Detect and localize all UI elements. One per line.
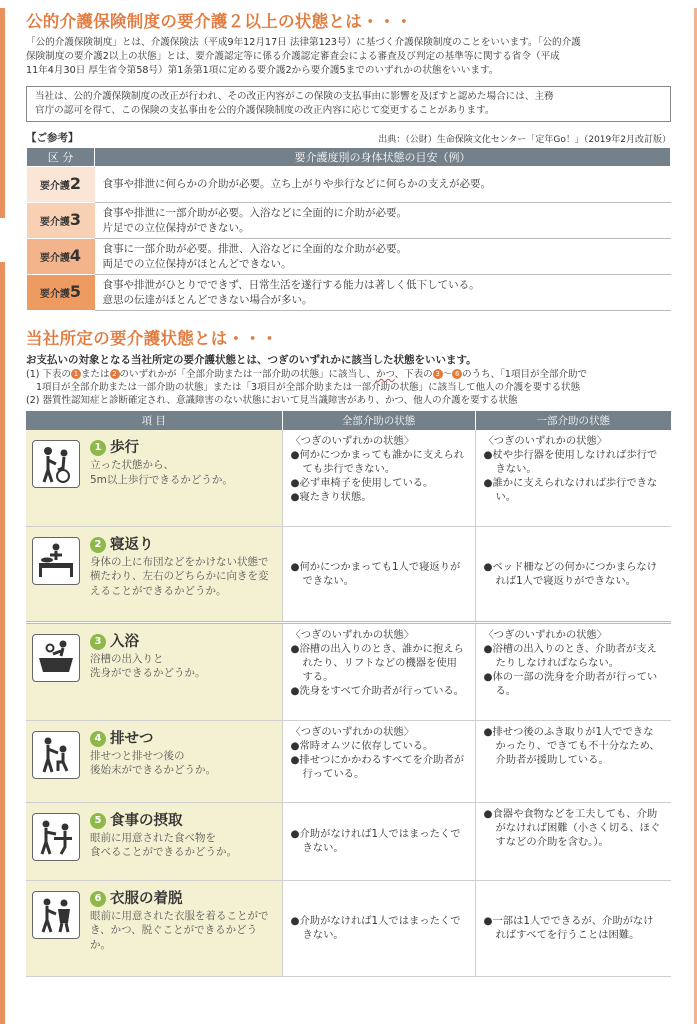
level-number: 4 xyxy=(69,245,82,265)
bullet: ●必ず車椅子を使用している。 xyxy=(290,477,434,489)
bullet: ●排せつにかかわるすべてを介助者が行っている。 xyxy=(290,753,465,780)
sub-heading: 〈つぎのいずれかの状態〉 xyxy=(290,435,415,447)
left-accent-bar-top xyxy=(0,8,5,218)
care-level-cell xyxy=(27,167,95,203)
desc-line: 食事や排泄がひとりでできず、日常生活を遂行する能力は著しく低下している。 xyxy=(102,278,480,291)
item-title: 衣服の着脱 xyxy=(110,890,183,907)
care-level-row xyxy=(27,239,671,275)
full-assist-cell xyxy=(282,622,475,720)
condition-1-line2: 1項目が全部介助または一部介助の状態」または「3項目が全部介助または一部介助の状態」に該当して他人の介護を要する状態 xyxy=(36,382,581,393)
note-box xyxy=(26,86,671,122)
reference-row xyxy=(26,131,671,145)
item-desc: 排せつと排せつ後の xyxy=(90,749,185,762)
desc-line: 意思の伝達がほとんどできない場合が多い。 xyxy=(102,293,313,306)
care-state-table xyxy=(26,411,671,977)
note-line: 当社は、公的介護保険制度の改正が行われ、その改正内容がこの保険の支払事由に影響を及ぼすと認めた場合には、主務 xyxy=(35,91,554,102)
item-cell xyxy=(26,720,282,802)
item-title: 歩行 xyxy=(110,440,139,456)
care-level-cell xyxy=(27,203,95,239)
item-desc: 後始末ができるかどうか。 xyxy=(90,764,216,776)
item-number: 4 xyxy=(90,731,106,747)
table-row xyxy=(26,802,671,880)
desc-line: 両足での立位保持がほとんどできない。 xyxy=(102,257,292,270)
bullet: ●体の一部の洗身を介助者が行っている。 xyxy=(483,670,658,697)
desc-line: 食事や排泄に一部介助が必要。入浴などに全面的に介助が必要。 xyxy=(102,206,407,219)
item-desc: 5m以上歩行できるかどうか。 xyxy=(90,473,233,486)
bullet: ●ベッド柵などの何かにつかまらなければ1人で寝返りができない。 xyxy=(483,560,658,587)
item-title: 排せつ xyxy=(110,730,154,747)
full-assist-cell xyxy=(282,880,475,976)
desc-line: 片足での立位保持ができない。 xyxy=(102,221,250,234)
item-cell xyxy=(26,802,282,880)
note-line: 官庁の認可を得て、この保険の支払事由を公的介護保険制度の改正内容に応じて変更することがあります。 xyxy=(35,105,495,116)
item-title: 入浴 xyxy=(110,633,139,650)
full-assist-cell xyxy=(282,526,475,622)
condition-1-line1 xyxy=(26,368,671,381)
header-category: 区 分 xyxy=(27,148,95,167)
bullet: ●排せつ後のふき取りが1人でできなかったり、できても不十分なため、介助者が援助している。 xyxy=(483,725,660,766)
header-item: 項 目 xyxy=(26,411,282,430)
level-prefix: 要介護 xyxy=(39,180,70,192)
cond-text: のいずれかが「全部介助または一部介助の状態」に該当し、 xyxy=(119,369,377,380)
bath-icon xyxy=(32,634,80,682)
care-level-row xyxy=(27,167,671,203)
care-level-cell xyxy=(27,239,95,275)
level-number: 5 xyxy=(69,281,82,301)
full-assist-cell xyxy=(282,720,475,802)
sub-heading: 〈つぎのいずれかの状態〉 xyxy=(290,725,415,738)
bullet: ●浴槽の出入りのとき、介助者が支えたりしなければならない。 xyxy=(483,642,657,669)
level-prefix: 要介護 xyxy=(39,216,70,228)
care-level-desc xyxy=(95,239,671,275)
item-cell xyxy=(26,430,282,526)
circled-number: 1 xyxy=(71,369,81,379)
item-desc: 眼前に用意された食べ物を xyxy=(90,831,216,844)
item-cell xyxy=(26,880,282,976)
para-line: 「公的介護保険制度」とは、介護保険法（平成9年12月17日 法律第123号）に基づく介護保険制度のことをいいます。「公的介護 xyxy=(26,37,581,48)
circled-number: 2 xyxy=(110,369,120,379)
header-partial-assist: 一部介助の状態 xyxy=(475,411,671,430)
item-number: 5 xyxy=(90,813,106,829)
bullet: ●介助がなければ1人ではまったくできない。 xyxy=(290,828,461,854)
table-row xyxy=(26,430,671,526)
full-assist-cell xyxy=(282,430,475,526)
dressing-icon xyxy=(32,891,80,939)
bullet: ●食器や食物などを工夫しても、介助がなければ困難（小さく切る、ほぐすなどの介助を含む。）。 xyxy=(483,807,661,848)
item-title: 食事の摂取 xyxy=(110,812,183,829)
bullet: ●何かにつかまっても1人で寝返りができない。 xyxy=(290,560,461,587)
item-number: 3 xyxy=(90,634,106,650)
bullet: ●寝たきり状態。 xyxy=(290,491,372,503)
partial-assist-cell xyxy=(475,880,671,976)
item-desc: 身体の上に布団などをかけない状態で横たわり、左右のどちらかに向きを変えることができるかどうか。 xyxy=(90,555,269,597)
section1-title: 公的介護保険制度の要介護２以上の状態とは・・・ xyxy=(26,12,413,31)
page xyxy=(26,8,671,977)
full-assist-cell xyxy=(282,802,475,880)
condition-1 xyxy=(26,368,671,394)
circled-number: 6 xyxy=(452,369,462,379)
cond-text: (1) 下表の xyxy=(26,369,71,380)
sub-heading: 〈つぎのいずれかの状態〉 xyxy=(290,628,415,641)
care-level-desc xyxy=(95,275,671,311)
bullet: ●誰かに支えられなければ歩行できない。 xyxy=(483,477,658,503)
bullet: ●常時オムツに依存している。 xyxy=(290,739,434,752)
toilet-icon xyxy=(32,731,80,779)
item-cell xyxy=(26,622,282,720)
section2-title: 当社所定の要介護状態とは・・・ xyxy=(26,329,278,348)
care-state-header xyxy=(26,411,671,430)
item-title: 寝返り xyxy=(110,536,154,553)
cond-text: 、下表の xyxy=(394,369,433,380)
item-desc: 眼前に用意された衣服を着ることができ、かつ、脱ぐことができるかどうか。 xyxy=(90,909,269,951)
bullet: ●何かにつかまっても誰かに支えられても歩行できない。 xyxy=(290,449,465,475)
table-row xyxy=(26,526,671,622)
rollover-icon xyxy=(32,537,80,585)
para-line: 11年4月30日 厚生省令第58号）第1条第1項に定める要介護2から要介護5までのいずれかの状態をいいます。 xyxy=(26,65,499,76)
partial-assist-cell xyxy=(475,720,671,802)
cond-text: のうち、「1項目が全部介助で xyxy=(462,369,587,380)
item-number: 6 xyxy=(90,891,106,907)
item-number: 2 xyxy=(90,537,106,553)
item-desc: 洗身ができるかどうか。 xyxy=(90,667,206,679)
bullet: ●一部は1人でできるが、介助がなければすべてを行うことは困難。 xyxy=(483,915,654,941)
item-desc: 食べることができるかどうか。 xyxy=(90,846,237,858)
meal-icon xyxy=(32,813,80,861)
para-line: 保険制度の要介護2以上の状態」とは、要介護認定等に係る介護認定審査会による審査及び判定の基準等に関する省令（平成 xyxy=(26,51,560,62)
care-level-cell xyxy=(27,275,95,311)
table-row xyxy=(26,622,671,720)
care-table-header xyxy=(27,148,671,167)
partial-assist-cell xyxy=(475,430,671,526)
condition-2: (2) 器質性認知症と診断確定され、意識障害のない状態において見当識障害があり、かつ、他人の介護を要する状態 xyxy=(26,395,518,406)
circled-number: 3 xyxy=(433,369,443,379)
item-desc: 浴槽の出入りと xyxy=(90,652,164,665)
care-level-row xyxy=(27,203,671,239)
item-cell xyxy=(26,526,282,622)
desc-line: 食事や排泄に何らかの介助が必要。立ち上がりや歩行などに何らかの支えが必要。 xyxy=(102,178,491,190)
item-desc: 立った状態から、 xyxy=(90,459,174,471)
table-row xyxy=(26,880,671,976)
section2-lead: お支払いの対象となる当社所定の要介護状態とは、つぎのいずれかに該当した状態をいいます。 xyxy=(26,354,477,366)
cond-underline: かつ xyxy=(376,369,395,380)
walk-assist-icon xyxy=(32,440,80,488)
reference-source: 出典：（公財）生命保険文化センター「定年Go！」（2019年2月改訂版） xyxy=(378,135,671,145)
section1-paragraph xyxy=(26,36,671,78)
level-prefix: 要介護 xyxy=(39,252,70,264)
cond-text: または xyxy=(80,369,110,380)
cond-text: ～ xyxy=(442,369,453,380)
item-number: 1 xyxy=(90,440,106,456)
bullet: ●浴槽の出入りのとき、誰かに抱えられたり、リフトなどの機器を使用する。 xyxy=(290,642,464,683)
care-level-desc xyxy=(95,167,671,203)
care-level-table xyxy=(26,147,671,311)
reference-label: 【ご参考】 xyxy=(26,132,79,144)
partial-assist-cell xyxy=(475,802,671,880)
table-row xyxy=(26,720,671,802)
care-level-row xyxy=(27,275,671,311)
bullet: ●洗身をすべて介助者が行っている。 xyxy=(290,684,465,697)
header-description: 要介護度別の身体状態の目安（例） xyxy=(95,148,671,167)
level-prefix: 要介護 xyxy=(39,288,70,300)
level-number: 3 xyxy=(69,209,82,229)
care-level-desc xyxy=(95,203,671,239)
partial-assist-cell xyxy=(475,526,671,622)
desc-line: 食事に一部介助が必要。排泄、入浴などに全面的な介助が必要。 xyxy=(102,242,407,255)
header-full-assist: 全部介助の状態 xyxy=(282,411,475,430)
sub-heading: 〈つぎのいずれかの状態〉 xyxy=(483,628,608,641)
partial-assist-cell xyxy=(475,622,671,720)
level-number: 2 xyxy=(69,173,82,193)
bullet: ●杖や歩行器を使用しなければ歩行できない。 xyxy=(483,449,658,475)
sub-heading: 〈つぎのいずれかの状態〉 xyxy=(483,435,608,447)
bullet: ●介助がなければ1人ではまったくできない。 xyxy=(290,915,461,941)
left-accent-bar-bottom xyxy=(0,262,5,1024)
